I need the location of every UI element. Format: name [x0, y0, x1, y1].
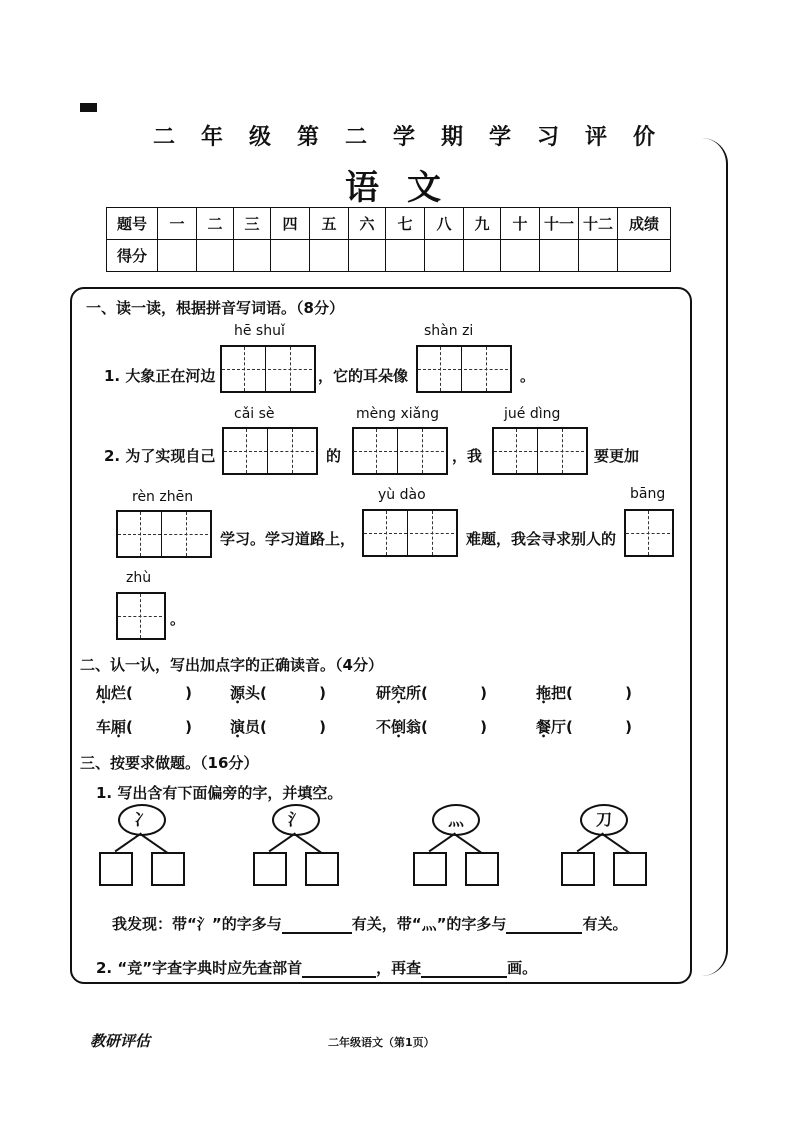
radical-bubble: 灬 — [432, 804, 480, 836]
score-header-cell: 八 — [425, 208, 464, 240]
footer-publisher: 教研评估 — [90, 1032, 151, 1050]
score-header-cell: 十 — [501, 208, 540, 240]
score-entry-cell[interactable] — [349, 240, 386, 272]
pinyin: mèng xiǎng — [356, 406, 439, 422]
score-header-cell: 题号 — [107, 208, 158, 240]
subject-title: 语文 — [345, 168, 469, 208]
binding-bracket — [700, 138, 728, 976]
answer-blank[interactable] — [421, 976, 507, 978]
answer-box[interactable] — [151, 852, 185, 886]
fill-sentence — [112, 913, 627, 934]
item-text: 厅( ) — [551, 718, 632, 736]
item-text: 所( ) — [406, 684, 487, 702]
reading-item[interactable] — [376, 682, 487, 703]
score-entry-cell[interactable] — [618, 240, 671, 272]
score-entry-cell[interactable] — [540, 240, 579, 272]
pinyin: bāng — [630, 486, 666, 502]
reading-item[interactable] — [230, 682, 326, 703]
score-header-cell: 五 — [310, 208, 349, 240]
score-entry-cell[interactable] — [386, 240, 425, 272]
answer-blank[interactable] — [506, 932, 582, 934]
reading-item[interactable] — [536, 716, 632, 737]
radical-bubble: 氵 — [272, 804, 320, 836]
dotted-char: 源 — [230, 684, 246, 702]
item-text: 研 — [376, 684, 392, 702]
section1-heading: 一、读一读，根据拼音写词语。（8分） — [86, 299, 344, 317]
pinyin: rèn zhēn — [132, 489, 194, 505]
dotted-char: 究 — [391, 684, 407, 702]
score-header-cell: 成绩 — [618, 208, 671, 240]
section2-heading: 二、认一认，写出加点字的正确读音。（4分） — [80, 656, 383, 674]
score-entry-cell[interactable] — [234, 240, 271, 272]
score-entry-cell[interactable] — [271, 240, 310, 272]
question-text: 1. 大象正在河边 — [104, 367, 216, 385]
question-text: ，我 — [452, 447, 483, 465]
pinyin: yù dào — [378, 487, 426, 503]
score-header-cell: 九 — [464, 208, 501, 240]
reading-item[interactable] — [96, 682, 192, 703]
fill-text: 画。 — [507, 959, 538, 977]
pinyin: cǎi sè — [234, 406, 275, 422]
dotted-char: 灿 — [96, 684, 112, 702]
pinyin: zhù — [126, 570, 152, 586]
tianzige-box[interactable] — [220, 345, 316, 393]
question-text: 难题，我会寻求别人的 — [466, 530, 617, 548]
radical-bubble: 冫 — [118, 804, 166, 836]
footer-page: 二年级语文（第1页） — [328, 1036, 435, 1049]
question-text: 要更加 — [594, 447, 640, 465]
score-header-cell: 一 — [158, 208, 197, 240]
score-header-cell: 四 — [271, 208, 310, 240]
radical-bubble: 刀 — [580, 804, 628, 836]
answer-box[interactable] — [305, 852, 339, 886]
item-text: ( ) — [126, 718, 192, 736]
reading-item[interactable] — [96, 716, 192, 737]
pinyin: shàn zi — [424, 323, 474, 339]
score-header-cell: 二 — [197, 208, 234, 240]
section3-heading: 三、按要求做题。（16分） — [80, 754, 259, 772]
answer-box[interactable] — [561, 852, 595, 886]
dotted-char: 拖 — [536, 684, 552, 702]
fill-sentence — [96, 957, 537, 978]
score-table — [106, 207, 671, 272]
dotted-char: 厢 — [111, 718, 127, 736]
item-text: 不 — [376, 718, 392, 736]
score-entry-cell[interactable] — [197, 240, 234, 272]
item-text: 翁( ) — [406, 718, 487, 736]
item-text: 车 — [96, 718, 112, 736]
page-title: 二年级第二学期学习评价 — [152, 125, 681, 150]
score-header-cell: 十二 — [579, 208, 618, 240]
fill-text: 我发现：带“氵”的字多与 — [112, 915, 282, 933]
score-header-cell: 六 — [349, 208, 386, 240]
score-header-cell: 十一 — [540, 208, 579, 240]
pinyin: jué dìng — [504, 406, 561, 422]
corner-mark — [80, 103, 97, 112]
score-entry-cell[interactable] — [158, 240, 197, 272]
fill-text: ，再查 — [376, 959, 422, 977]
answer-blank[interactable] — [302, 976, 376, 978]
dotted-char: 演 — [230, 718, 246, 736]
dotted-char: 倒 — [391, 718, 407, 736]
score-entry-cell[interactable] — [310, 240, 349, 272]
answer-box[interactable] — [253, 852, 287, 886]
score-entry-cell[interactable] — [501, 240, 540, 272]
score-header-cell: 三 — [234, 208, 271, 240]
score-table-header-row — [107, 208, 671, 240]
tianzige-box[interactable] — [624, 509, 674, 557]
question-text: 2. 为了实现自己 — [104, 447, 216, 465]
tianzige-box[interactable] — [352, 427, 448, 475]
answer-box[interactable] — [465, 852, 499, 886]
question-text: 的 — [326, 447, 342, 465]
fill-text: 2. “竞”字查字典时应先查部首 — [96, 959, 303, 977]
tianzige-box[interactable] — [116, 510, 212, 558]
tianzige-box[interactable] — [416, 345, 512, 393]
fill-text: 有关，带“灬”的字多与 — [351, 915, 507, 933]
question-text: ，它的耳朵像 — [318, 367, 409, 385]
answer-box[interactable] — [99, 852, 133, 886]
answer-box[interactable] — [413, 852, 447, 886]
tianzige-box[interactable] — [362, 509, 458, 557]
item-text: 头( ) — [245, 684, 326, 702]
pinyin: hē shuǐ — [234, 323, 285, 339]
item-text: 把( ) — [551, 684, 632, 702]
item-text: 员( ) — [245, 718, 326, 736]
score-entry-cell[interactable] — [425, 240, 464, 272]
score-entry-cell[interactable] — [464, 240, 501, 272]
question-text: 1. 写出含有下面偏旁的字，并填空。 — [96, 784, 343, 802]
question-text: 学习。学习道路上， — [220, 530, 356, 548]
tianzige-box[interactable] — [116, 592, 166, 640]
tianzige-box[interactable] — [222, 427, 318, 475]
reading-item[interactable] — [230, 716, 326, 737]
answer-box[interactable] — [613, 852, 647, 886]
reading-item[interactable] — [376, 716, 487, 737]
item-text: 烂( ) — [111, 684, 192, 702]
fill-text: 有关。 — [582, 915, 628, 933]
answer-blank[interactable] — [282, 932, 352, 934]
question-text: 。 — [520, 367, 536, 385]
reading-item[interactable] — [536, 682, 632, 703]
tianzige-box[interactable] — [492, 427, 588, 475]
score-label-cell: 得分 — [107, 240, 158, 272]
score-entry-cell[interactable] — [579, 240, 618, 272]
score-header-cell: 七 — [386, 208, 425, 240]
score-table-score-row — [107, 240, 671, 272]
question-text: 。 — [170, 610, 186, 628]
dotted-char: 餐 — [536, 718, 552, 736]
